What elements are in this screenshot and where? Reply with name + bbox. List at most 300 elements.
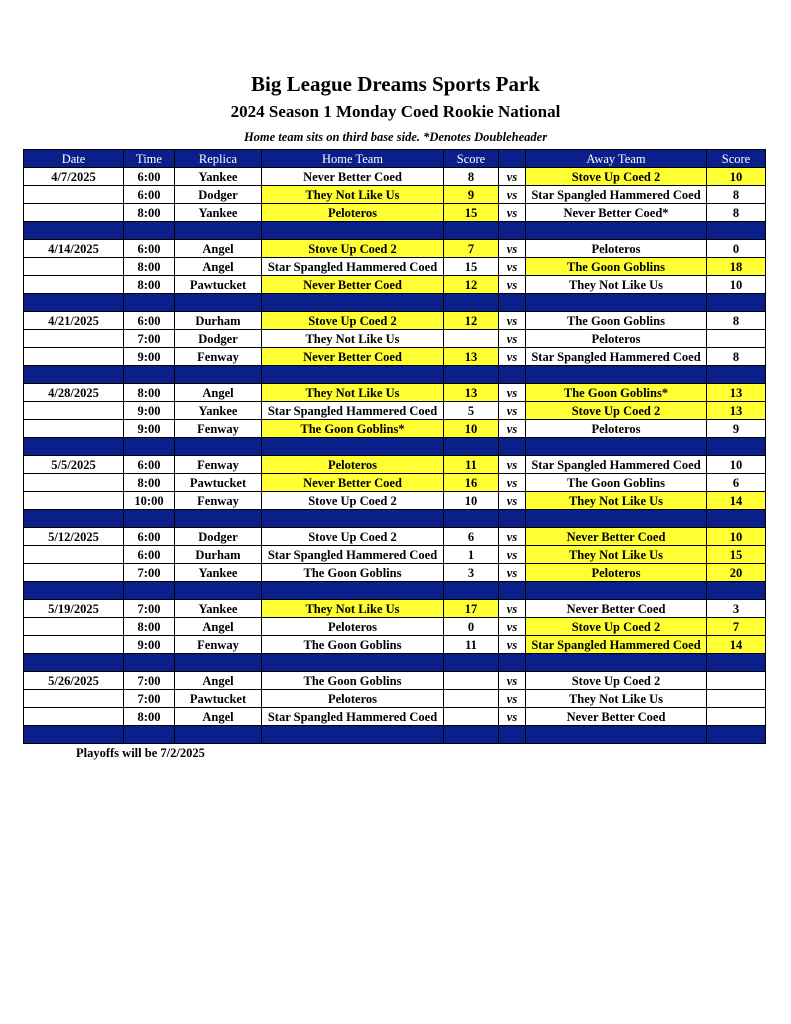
home-score: 12 [444, 276, 499, 294]
home-team-label: Never Better Coed [303, 475, 402, 490]
playoffs-note: Playoffs will be 7/2/2025 [76, 746, 205, 760]
away-team-label: Never Better Coed [566, 601, 666, 616]
vs-label: vs [499, 402, 526, 420]
game-date [24, 474, 124, 492]
game-date [24, 636, 124, 654]
game-row [24, 546, 766, 564]
vs-label: vs [499, 708, 526, 726]
separator-cell [444, 510, 499, 528]
separator-cell [526, 438, 707, 456]
schedule-body [24, 168, 766, 744]
away-team-label: They Not Like Us [568, 493, 664, 508]
separator-cell [262, 438, 444, 456]
separator-cell [24, 726, 124, 744]
away-score [707, 330, 766, 348]
away-team [526, 528, 707, 546]
table-header-row [24, 150, 766, 168]
home-team-label: Peloteros [327, 691, 378, 706]
game-row [24, 492, 766, 510]
away-team [526, 636, 707, 654]
separator-cell [526, 366, 707, 384]
separator-cell [24, 582, 124, 600]
home-score [444, 672, 499, 690]
game-replica: Pawtucket [175, 690, 262, 708]
home-score [444, 690, 499, 708]
away-team-label: They Not Like Us [568, 691, 664, 706]
home-score: 13 [444, 348, 499, 366]
separator-cell [499, 222, 526, 240]
col-header-home-score: Score [444, 150, 499, 168]
away-team [526, 618, 707, 636]
away-team [526, 240, 707, 258]
game-row [24, 528, 766, 546]
separator-cell [499, 654, 526, 672]
vs-label: vs [499, 348, 526, 366]
home-score: 1 [444, 546, 499, 564]
game-date [24, 186, 124, 204]
game-date [24, 546, 124, 564]
game-row [24, 690, 766, 708]
separator-cell [444, 726, 499, 744]
away-team [526, 348, 707, 366]
separator-cell [499, 726, 526, 744]
game-date [24, 690, 124, 708]
home-score [444, 708, 499, 726]
separator-cell [499, 294, 526, 312]
game-replica: Durham [175, 312, 262, 330]
game-date: 4/14/2025 [24, 240, 124, 258]
vs-label: vs [499, 528, 526, 546]
game-time: 6:00 [124, 168, 175, 186]
home-score: 10 [444, 420, 499, 438]
separator-cell [499, 582, 526, 600]
away-score: 3 [707, 600, 766, 618]
col-header-date: Date [24, 150, 124, 168]
away-team-label: They Not Like Us [568, 547, 664, 562]
game-replica: Fenway [175, 420, 262, 438]
game-replica: Yankee [175, 564, 262, 582]
home-team [262, 672, 444, 690]
game-row [24, 312, 766, 330]
game-row [24, 258, 766, 276]
vs-label: vs [499, 276, 526, 294]
separator-cell [124, 294, 175, 312]
game-time: 6:00 [124, 546, 175, 564]
home-team-label: Peloteros [327, 619, 378, 634]
separator-cell [24, 654, 124, 672]
separator-cell [444, 582, 499, 600]
game-row [24, 204, 766, 222]
week-separator [24, 654, 766, 672]
away-team-label: Stove Up Coed 2 [571, 673, 661, 688]
vs-label: vs [499, 204, 526, 222]
away-team [526, 384, 707, 402]
separator-cell [707, 366, 766, 384]
separator-cell [175, 438, 262, 456]
game-time: 8:00 [124, 276, 175, 294]
home-team-label: Star Spangled Hammered Coed [267, 709, 438, 724]
home-score: 11 [444, 636, 499, 654]
away-team [526, 456, 707, 474]
away-score: 8 [707, 312, 766, 330]
game-date [24, 708, 124, 726]
away-score: 7 [707, 618, 766, 636]
game-row [24, 600, 766, 618]
away-score: 8 [707, 186, 766, 204]
separator-cell [444, 222, 499, 240]
game-replica: Angel [175, 672, 262, 690]
col-header-away-team: Away Team [526, 150, 707, 168]
separator-cell [526, 654, 707, 672]
separator-cell [262, 654, 444, 672]
game-replica: Angel [175, 384, 262, 402]
game-row [24, 708, 766, 726]
game-time: 6:00 [124, 186, 175, 204]
separator-cell [262, 222, 444, 240]
home-team-label: They Not Like Us [305, 331, 400, 346]
week-separator [24, 582, 766, 600]
home-score: 7 [444, 240, 499, 258]
game-date: 4/28/2025 [24, 384, 124, 402]
col-header-vs [499, 150, 526, 168]
separator-cell [499, 510, 526, 528]
away-score [707, 690, 766, 708]
game-replica: Durham [175, 546, 262, 564]
home-team-label: They Not Like Us [305, 187, 400, 202]
away-team-label: Star Spangled Hammered Coed [531, 349, 701, 364]
home-score: 8 [444, 168, 499, 186]
separator-cell [526, 726, 707, 744]
vs-label: vs [499, 636, 526, 654]
vs-label: vs [499, 384, 526, 402]
game-replica: Pawtucket [175, 276, 262, 294]
away-score: 6 [707, 474, 766, 492]
home-team-label: Star Spangled Hammered Coed [267, 547, 438, 562]
game-row [24, 402, 766, 420]
game-replica: Yankee [175, 204, 262, 222]
vs-label: vs [499, 240, 526, 258]
separator-cell [526, 582, 707, 600]
away-team-label: Peloteros [591, 241, 641, 256]
game-date [24, 204, 124, 222]
game-date: 5/5/2025 [24, 456, 124, 474]
game-replica: Angel [175, 618, 262, 636]
home-team [262, 546, 444, 564]
vs-label: vs [499, 474, 526, 492]
vs-label: vs [499, 420, 526, 438]
away-team [526, 402, 707, 420]
home-team-label: Star Spangled Hammered Coed [267, 403, 438, 418]
away-score: 13 [707, 384, 766, 402]
away-team [526, 672, 707, 690]
separator-cell [24, 438, 124, 456]
away-score: 18 [707, 258, 766, 276]
vs-label: vs [499, 330, 526, 348]
separator-cell [262, 726, 444, 744]
away-team-label: Star Spangled Hammered Coed [531, 457, 701, 472]
separator-cell [526, 294, 707, 312]
game-date: 5/26/2025 [24, 672, 124, 690]
week-separator [24, 222, 766, 240]
away-team [526, 600, 707, 618]
separator-cell [262, 510, 444, 528]
home-team [262, 690, 444, 708]
game-time: 9:00 [124, 420, 175, 438]
home-team-label: The Goon Goblins [303, 565, 402, 580]
away-team-label: Peloteros [591, 331, 641, 346]
home-team [262, 384, 444, 402]
home-team-label: Stove Up Coed 2 [308, 529, 397, 544]
away-team-label: Peloteros [591, 421, 641, 436]
page-subtitle: 2024 Season 1 Monday Coed Rookie National [230, 102, 561, 121]
home-score: 3 [444, 564, 499, 582]
home-score: 5 [444, 402, 499, 420]
game-date: 4/7/2025 [24, 168, 124, 186]
away-team [526, 168, 707, 186]
home-team [262, 708, 444, 726]
away-team [526, 276, 707, 294]
separator-cell [262, 294, 444, 312]
away-score: 20 [707, 564, 766, 582]
game-replica: Fenway [175, 348, 262, 366]
home-score [444, 330, 499, 348]
away-team [526, 420, 707, 438]
game-time: 7:00 [124, 564, 175, 582]
col-header-away-score: Score [707, 150, 766, 168]
away-team-label: Star Spangled Hammered Coed [531, 637, 701, 652]
game-date [24, 420, 124, 438]
away-score: 10 [707, 528, 766, 546]
away-team [526, 330, 707, 348]
home-score: 15 [444, 258, 499, 276]
away-team [526, 564, 707, 582]
away-score: 0 [707, 240, 766, 258]
game-replica: Fenway [175, 636, 262, 654]
away-score: 15 [707, 546, 766, 564]
vs-label: vs [499, 258, 526, 276]
separator-cell [262, 366, 444, 384]
vs-label: vs [499, 690, 526, 708]
game-replica: Pawtucket [175, 474, 262, 492]
away-score: 9 [707, 420, 766, 438]
away-score: 10 [707, 276, 766, 294]
separator-cell [124, 438, 175, 456]
game-time: 6:00 [124, 312, 175, 330]
game-date [24, 564, 124, 582]
separator-cell [262, 582, 444, 600]
game-time: 8:00 [124, 204, 175, 222]
week-separator [24, 726, 766, 744]
game-date: 5/12/2025 [24, 528, 124, 546]
away-score: 10 [707, 456, 766, 474]
away-score [707, 672, 766, 690]
doubleheader-note: Home team sits on third base side. *Denotes Doubleheader [243, 130, 548, 144]
home-team [262, 528, 444, 546]
week-separator [24, 366, 766, 384]
game-date [24, 348, 124, 366]
vs-label: vs [499, 186, 526, 204]
vs-label: vs [499, 672, 526, 690]
game-replica: Angel [175, 240, 262, 258]
home-score: 10 [444, 492, 499, 510]
home-team [262, 240, 444, 258]
separator-cell [707, 294, 766, 312]
separator-cell [444, 366, 499, 384]
page-title: Big League Dreams Sports Park [251, 72, 540, 96]
home-team-label: The Goon Goblins [303, 673, 402, 688]
separator-cell [124, 582, 175, 600]
game-replica: Fenway [175, 456, 262, 474]
game-row [24, 636, 766, 654]
away-score [707, 708, 766, 726]
game-time: 9:00 [124, 348, 175, 366]
home-team [262, 474, 444, 492]
home-team [262, 402, 444, 420]
game-row [24, 456, 766, 474]
away-team-label: Never Better Coed [566, 709, 666, 724]
away-team-label: The Goon Goblins [567, 259, 665, 274]
game-row [24, 420, 766, 438]
separator-cell [526, 222, 707, 240]
game-date [24, 492, 124, 510]
home-score: 17 [444, 600, 499, 618]
game-date [24, 330, 124, 348]
home-team [262, 618, 444, 636]
home-team-label: Never Better Coed [303, 349, 402, 364]
away-team-label: The Goon Goblins [567, 475, 665, 490]
home-team [262, 204, 444, 222]
away-team-label: Stove Up Coed 2 [571, 619, 661, 634]
col-header-replica: Replica [175, 150, 262, 168]
game-time: 7:00 [124, 672, 175, 690]
home-score: 13 [444, 384, 499, 402]
home-score: 16 [444, 474, 499, 492]
home-team-label: Stove Up Coed 2 [308, 313, 397, 328]
away-score: 10 [707, 168, 766, 186]
game-time: 9:00 [124, 402, 175, 420]
game-row [24, 348, 766, 366]
separator-cell [707, 582, 766, 600]
game-row [24, 240, 766, 258]
home-team-label: Never Better Coed [303, 169, 402, 184]
vs-label: vs [499, 564, 526, 582]
home-team-label: Never Better Coed [303, 277, 402, 292]
home-team [262, 492, 444, 510]
game-replica: Dodger [175, 186, 262, 204]
separator-cell [124, 654, 175, 672]
schedule-table [23, 149, 766, 744]
home-score: 11 [444, 456, 499, 474]
game-time: 8:00 [124, 618, 175, 636]
game-row [24, 168, 766, 186]
separator-cell [175, 510, 262, 528]
away-team-label: The Goon Goblins [567, 313, 665, 328]
home-team [262, 348, 444, 366]
home-team [262, 258, 444, 276]
home-score: 0 [444, 618, 499, 636]
separator-cell [707, 510, 766, 528]
game-date: 4/21/2025 [24, 312, 124, 330]
separator-cell [175, 222, 262, 240]
game-time: 6:00 [124, 456, 175, 474]
separator-cell [707, 438, 766, 456]
away-team [526, 204, 707, 222]
home-team-label: They Not Like Us [305, 601, 400, 616]
game-row [24, 186, 766, 204]
separator-cell [124, 366, 175, 384]
separator-cell [707, 222, 766, 240]
game-date [24, 402, 124, 420]
home-team [262, 330, 444, 348]
vs-label: vs [499, 168, 526, 186]
game-time: 7:00 [124, 600, 175, 618]
away-team-label: The Goon Goblins* [563, 385, 669, 400]
separator-cell [24, 222, 124, 240]
away-team-label: Never Better Coed [566, 529, 666, 544]
game-replica: Dodger [175, 528, 262, 546]
game-time: 7:00 [124, 690, 175, 708]
home-team-label: Stove Up Coed 2 [308, 493, 397, 508]
game-time: 6:00 [124, 528, 175, 546]
away-team [526, 186, 707, 204]
game-row [24, 276, 766, 294]
game-row [24, 474, 766, 492]
game-time: 9:00 [124, 636, 175, 654]
away-team [526, 474, 707, 492]
game-replica: Yankee [175, 600, 262, 618]
game-date [24, 276, 124, 294]
separator-cell [499, 438, 526, 456]
separator-cell [175, 366, 262, 384]
home-score: 12 [444, 312, 499, 330]
separator-cell [175, 294, 262, 312]
game-replica: Yankee [175, 168, 262, 186]
game-row [24, 384, 766, 402]
week-separator [24, 294, 766, 312]
home-score: 6 [444, 528, 499, 546]
away-team [526, 492, 707, 510]
home-team-label: They Not Like Us [305, 385, 400, 400]
game-time: 10:00 [124, 492, 175, 510]
game-row [24, 564, 766, 582]
away-team [526, 708, 707, 726]
vs-label: vs [499, 492, 526, 510]
game-row [24, 330, 766, 348]
game-replica: Yankee [175, 402, 262, 420]
game-time: 8:00 [124, 474, 175, 492]
home-team-label: Star Spangled Hammered Coed [267, 259, 438, 274]
vs-label: vs [499, 456, 526, 474]
separator-cell [24, 510, 124, 528]
away-score: 14 [707, 492, 766, 510]
away-team [526, 546, 707, 564]
vs-label: vs [499, 312, 526, 330]
home-score: 15 [444, 204, 499, 222]
separator-cell [444, 294, 499, 312]
away-team-label: Stove Up Coed 2 [571, 403, 661, 418]
separator-cell [499, 366, 526, 384]
separator-cell [707, 726, 766, 744]
separator-cell [24, 294, 124, 312]
away-team [526, 690, 707, 708]
away-team-label: Never Better Coed* [563, 205, 669, 220]
separator-cell [526, 510, 707, 528]
separator-cell [444, 654, 499, 672]
home-team [262, 456, 444, 474]
home-team [262, 276, 444, 294]
away-team-label: Peloteros [591, 565, 641, 580]
vs-label: vs [499, 618, 526, 636]
